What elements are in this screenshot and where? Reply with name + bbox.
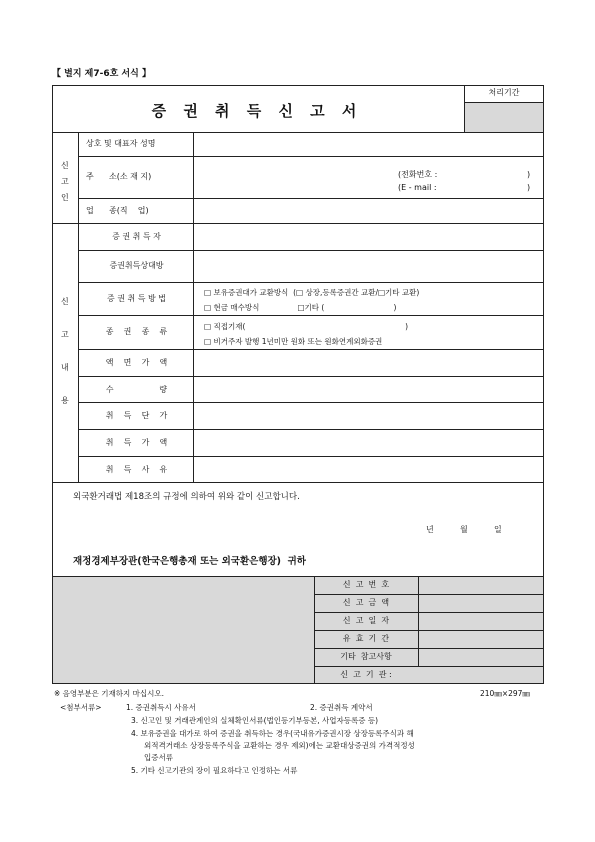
attachment-item: 2. 증권취득 계약서 <box>310 703 373 712</box>
label-address: 주 소(소 재 지) <box>86 172 152 181</box>
declaration-text: 외국환거래법 제18조의 규정에 의하여 위와 같이 신고합니다. <box>73 492 300 502</box>
label-company-representative: 상호 및 대표자 성명 <box>86 139 156 148</box>
label-face-value: 액 면 가 액 <box>105 358 168 367</box>
acquirer-field[interactable] <box>195 224 543 249</box>
content-side-char: 고 <box>61 330 69 339</box>
label-acquirer: 증 권 취 득 자 <box>112 232 161 241</box>
email-label: (E - mail : <box>398 183 437 192</box>
attachment-item: 3. 신고인 및 거래관계인의 실체확인서류(법인등기부등본, 사업자등록증 등) <box>131 716 379 725</box>
method-option-cash[interactable]: □ 현금 매수방식 □기타 ( ) <box>204 303 397 312</box>
office-field-validity: 유 효 기 간 <box>342 634 390 643</box>
reporter-side <box>52 132 79 224</box>
attachments-label: <첨부서류> <box>60 703 102 712</box>
address-field[interactable] <box>195 157 543 197</box>
row-divider <box>79 282 544 283</box>
attachment-item-cont: 외적격거래소 상장등록주식을 교환하는 경우 제외)에는 교환대상증권의 가격적정성 <box>144 741 415 750</box>
office-field-report-number: 신 고 번 호 <box>342 580 390 589</box>
label-acquisition-reason: 취 득 사 유 <box>105 465 168 474</box>
email-close: ) <box>527 183 531 192</box>
row-divider <box>79 315 544 316</box>
content-side <box>52 223 79 483</box>
office-field-report-date: 신 고 일 자 <box>342 616 390 625</box>
label-quantity: 수 량 <box>105 385 168 394</box>
phone-label: (전화번호 : <box>398 170 438 179</box>
content-side-char: 신 <box>61 297 69 306</box>
face-value-field[interactable] <box>195 350 543 375</box>
label-acquisition-value: 취 득 가 액 <box>105 438 168 447</box>
reporter-side-char: 고 <box>61 177 69 186</box>
footer-note: ※ 음영부분은 기재하지 마십시오. <box>54 689 165 698</box>
phone-close: ) <box>527 170 531 179</box>
row-divider <box>314 594 544 595</box>
row-divider <box>314 648 544 649</box>
method-option-exchange[interactable]: □ 보유증권대가 교환방식 (□ 상장,등록증권간 교환/□기타 교환) <box>204 288 420 297</box>
row-divider <box>314 612 544 613</box>
content-side-char: 용 <box>61 396 69 405</box>
page-title: 증 권 취 득 신 고 서 <box>151 102 363 120</box>
reporter-side-char: 인 <box>61 193 69 202</box>
office-field-institution: 신 고 기 관 : <box>340 670 392 679</box>
processing-period-label: 처리기간 <box>488 88 520 97</box>
paper-size: 210㎜×297㎜ <box>480 689 530 698</box>
acquisition-reason-field[interactable] <box>195 457 543 482</box>
date-day: 일 <box>494 525 502 534</box>
quantity-field[interactable] <box>195 377 543 401</box>
business-field[interactable] <box>195 199 543 223</box>
acquisition-value-field[interactable] <box>195 430 543 455</box>
label-security-type: 종 권 종 류 <box>105 327 168 336</box>
company-representative-field[interactable] <box>195 133 543 155</box>
label-counterparty: 증권취득상대방 <box>109 261 164 270</box>
date-month: 월 <box>460 525 468 534</box>
form-tag: 【 별지 제7-6호 서식 】 <box>52 69 151 79</box>
office-value-col <box>418 576 544 666</box>
date-year: 년 <box>426 525 434 534</box>
reporter-side-char: 신 <box>61 161 69 170</box>
unit-price-field[interactable] <box>195 403 543 428</box>
office-field-report-amount: 신 고 금 액 <box>342 598 390 607</box>
label-unit-price: 취 득 단 가 <box>105 411 168 420</box>
row-divider <box>314 630 544 631</box>
processing-period-value <box>465 102 543 132</box>
type-option-direct[interactable]: □ 직접기재( ) <box>204 322 409 331</box>
office-field-other-notes: 기타 참고사항 <box>340 652 392 661</box>
attachment-item: 1. 증권취득시 사유서 <box>126 703 196 712</box>
type-option-nonresident[interactable]: □ 비거주자 발행 1년미만 원화 또는 원화연계외화증권 <box>204 337 383 346</box>
content-side-char: 내 <box>61 363 69 372</box>
attachment-item: 5. 기타 신고기관의 장이 필요하다고 인정하는 서류 <box>131 766 298 775</box>
counterparty-field[interactable] <box>195 251 543 281</box>
row-divider <box>314 666 544 667</box>
label-business: 업 종(직 업) <box>86 206 149 215</box>
attachment-item-cont: 입증서류 <box>144 753 173 762</box>
recipient: 재정경제부장관(한국은행총재 또는 외국환은행장) 귀하 <box>73 556 306 567</box>
label-acquisition-method: 증 권 취 득 방 법 <box>106 294 167 303</box>
attachment-item: 4. 보유증권을 대가로 하여 증권을 취득하는 경우(국내유가증권시장 상장등록주식과 해 <box>131 729 414 738</box>
